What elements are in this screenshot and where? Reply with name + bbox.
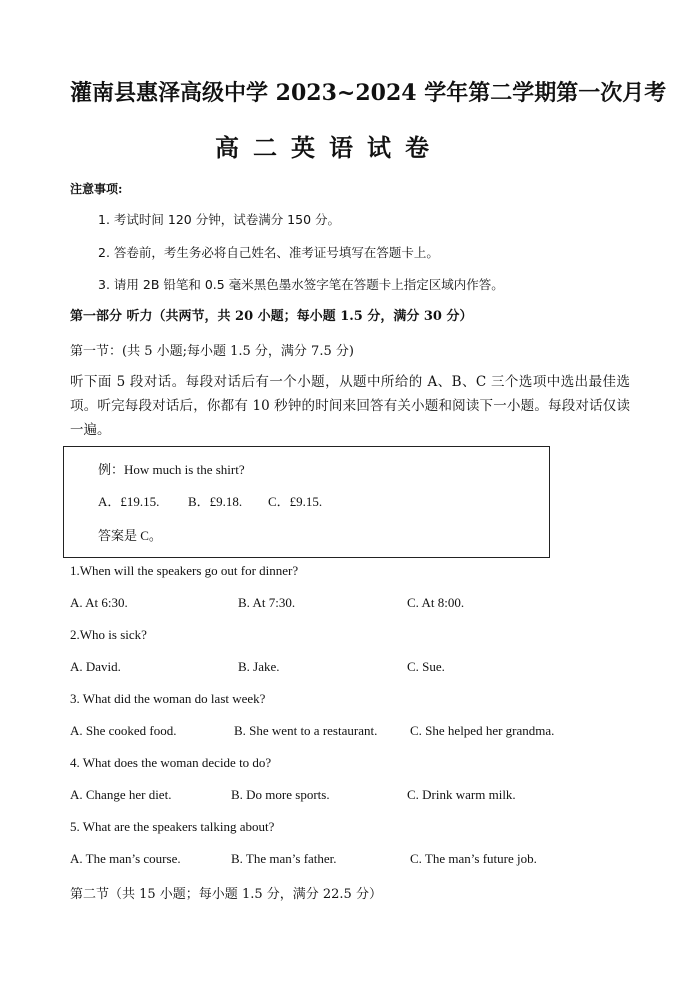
exam-subtitle: 高二英语试卷 [215, 133, 443, 162]
question-3-option-b: B. She went to a restaurant. [234, 723, 378, 738]
example-box [63, 446, 550, 558]
notice-heading: 注意事项: [70, 182, 123, 196]
notice-item: 2. 答卷前，考生务必将自己姓名、准考证号填写在答题卡上。 [98, 245, 439, 260]
question-5-option-c: C. The man’s future job. [410, 851, 537, 866]
section1-heading: 第一节：(共 5 小题;每小题 1.5 分，满分 7.5 分) [70, 344, 354, 359]
example-option-b: B．£9.18. [188, 494, 243, 509]
question-2: 2.Who is sick? [70, 627, 147, 642]
question-2-option-a: A. David. [70, 659, 121, 674]
question-4-option-b: B. Do more sports. [231, 787, 330, 802]
section1-instructions: 听下面 5 段对话。每段对话后有一个小题，从题中所给的 A、B、C 三个选项中选出最佳选项。听完每段对话后，你都有 10 秒钟的时间来回答有关小题和阅读下一小题。每段对话仅读一遍。 [70, 374, 630, 438]
question-1: 1.When will the speakers go out for dinner? [70, 563, 299, 578]
part1-heading: 第一部分 听力（共两节，共 20 小题；每小题 1.5 分，满分 30 分） [70, 309, 473, 324]
question-4-option-c: C. Drink warm milk. [407, 787, 516, 802]
example-option-c: C．£9.15. [268, 494, 323, 509]
question-1-option-a: A. At 6:30. [70, 595, 128, 610]
example-question: 例：How much is the shirt? [98, 462, 245, 477]
question-5-option-a: A. The man’s course. [70, 851, 181, 866]
section2-heading: 第二节（共 15 小题；每小题 1.5 分，满分 22.5 分） [70, 887, 382, 902]
question-3-option-c: C. She helped her grandma. [410, 723, 555, 738]
question-1-option-b: B. At 7:30. [238, 595, 296, 610]
notice-item: 3. 请用 2B 铅笔和 0.5 毫米黑色墨水签字笔在答题卡上指定区域内作答。 [98, 277, 504, 292]
example-option-a: A．£19.15. [98, 494, 160, 509]
question-1-option-c: C. At 8:00. [407, 595, 465, 610]
question-2-option-b: B. Jake. [238, 659, 280, 674]
question-2-option-c: C. Sue. [407, 659, 445, 674]
exam-title: 灌南县惠泽高级中学 2023~2024 学年第二学期第一次月考 [70, 80, 667, 106]
example-answer: 答案是 C。 [98, 528, 162, 543]
question-5-option-b: B. The man’s father. [231, 851, 337, 866]
question-5: 5. What are the speakers talking about? [70, 819, 275, 834]
question-3: 3. What did the woman do last week? [70, 691, 266, 706]
question-4: 4. What does the woman decide to do? [70, 755, 272, 770]
question-3-option-a: A. She cooked food. [70, 723, 177, 738]
question-4-option-a: A. Change her diet. [70, 787, 172, 802]
notice-item: 1. 考试时间 120 分钟，试卷满分 150 分。 [98, 212, 341, 227]
